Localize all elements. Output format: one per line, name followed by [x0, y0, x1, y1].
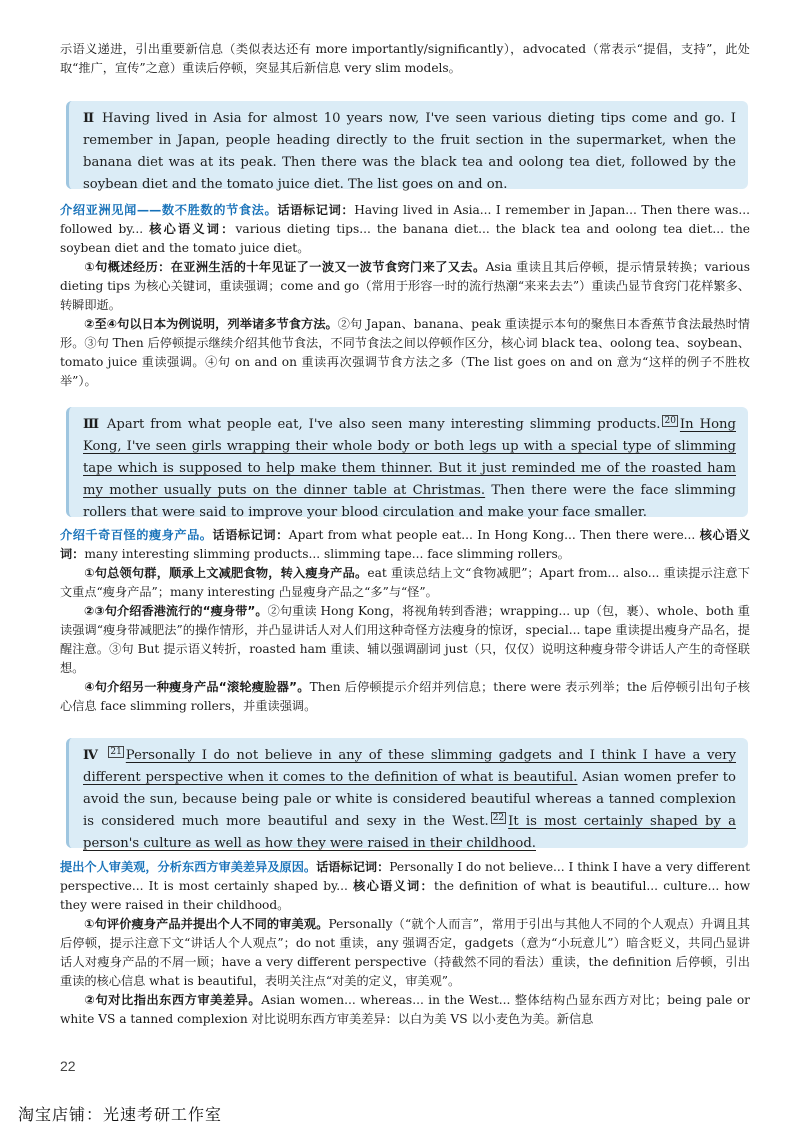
analysis-4: 提出个人审美观，分析东西方审美差异及原因。话语标记词：Personally I do not believe... I think I have a very different perspective... It is most certainly shaped by... 核心语义词：the definition of what is beautiful... culture... how they were raised in their childhood。 ①句评价瘦身产品并提出个人不同的审美观。Personally（“就个人而言”，常用于引出与其他人不同的个人观点）升调且其后停顿，提示注意下文“讲话人个人观点”；do not 重读，any 强调否定，gadgets（意为“小玩意儿”）暗含贬义，共同凸显讲话人对瘦身产品的不屑一顾；have a very different perspective（持截然不同的看法）重读，the definition 后停顿，引出重读的核心信息 what is beautiful，表明关注点“对美的定义，审美观”。 ②句对比指出东西方审美差异。Asian women... whereas... in the West... 整体结构凸显东西方对比；being pale or white VS a tanned complexion 对比说明东西方审美差异：以白为美 VS 以小麦色为美。新信息: [60, 860, 750, 1026]
roman-numeral: Ⅲ: [83, 417, 101, 432]
section-heading: 介绍千奇百怪的瘦身产品。: [60, 528, 213, 542]
passage-text: Having lived in Asia for almost 10 years now, I've seen various dieting tips come and go. I remember in Japan, people heading directly to the fruit section in the supermarket, when the banana diet was at its peak. Then there was the black tea and oolong tea diet, followed by the soybean diet and the tomato juice diet. The list goes on and on.: [83, 111, 736, 192]
passage-paragraph-2: [66, 101, 748, 192]
underlined-text: In Hong Kong, I've seen girls wrapping their whole body or both legs up with a special type of slimming tape which is supposed to help make them thinner. But it just reminded me of the roasted ham my mother usually puts on the dinner table at Christmas.: [83, 417, 736, 498]
underlined-text: It is most certainly shaped by a person's culture as well as how they were raised in their childhood.: [83, 814, 737, 851]
question-marker: 20: [664, 415, 676, 426]
intro-paragraph: 示语义递进，引出重要新信息（类似表达还有 more importantly/significantly），advocated（常表示“提倡，支持”，此处取“推广，宣传”之意）重读后停顿，突显其后新信息 very slim models。: [60, 42, 750, 75]
page-number: 22: [60, 1058, 76, 1074]
analysis-3: 介绍千奇百怪的瘦身产品。话语标记词：Apart from what people eat... In Hong Kong... Then there were... 核心语义词：many interesting slimming products... slimming tape... face slimming rollers。 ①句总领句群，顺承上文减肥食物，转入瘦身产品。eat 重读总结上文“食物减肥”；Apart from... also... 重读提示注意下文重点“瘦身产品”；many interesting 凸显瘦身产品之“多”与“怪”。 ②③句介绍香港流行的“瘦身带”。②句重读 Hong Kong，将视角转到香港；wrapping... up（包，裹）、whole、both 重读强调“瘦身带减肥法”的操作情形，并凸显讲话人对人们用这种奇怪方法瘦身的惊讶，special... tape 重读提出瘦身产品名，提醒注意。③句 But 提示语义转折，roasted ham 重读、辅以强调副词 just（只，仅仅）说明这种瘦身带令讲话人产生的奇怪联想。 ④句介绍另一种瘦身产品“滚轮瘦脸器”。Then 后停顿提示介绍并列信息；there were 表示列举；the 后停顿引出句子核心信息 face slimming rollers，并重读强调。: [60, 528, 751, 713]
passage-paragraph-3: Ⅲ Apart from what people eat, I've also seen many interesting slimming products. $^{20}$ In Hong Kong, I've seen girls wrapping their whole body or both legs up with a special type of slimming tape which is supposed to help make them thinner. But it just reminded me of the roasted ham my mother usually puts on the dinner table at Christmas. Then there were the face slimming rollers that were said to improve your blood circulation and make your face smaller.: [66, 407, 748, 517]
roman-numeral: Ⅱ: [83, 111, 97, 126]
analysis-2: 介绍亚洲见闻——数不胜数的节食法。话语标记词：Having lived in Asia... I remember in Japan... Then there was... followed by... 核心语义词：various dieting tips... the banana diet... the black tea and oolong tea diet... the soybean diet and the tomato juice diet。 ①句概述经历：在亚洲生活的十年见证了一波又一波节食窍门来了又去。Asia 重读且其后停顿，提示情景转换；various dieting tips 为核心关键词，重读强调；come and go（常用于形容一时的流行热潮“来来去去”）重读凸显节食窍门花样繁多、转瞬即逝。 ②至④句以日本为例说明，列举诸多节食方法。②句 Japan、banana、peak 重读提示本句的聚焦日本香蕉节食法最热时情形。③句 Then 后停顿提示继续介绍其他节食法，不同节食法之间以停顿作区分，核心词 black tea、oolong tea、soybean、tomato juice 重读强调。④句 on and on 重读再次强调节食方法之多（The list goes on and on 意为“这样的例子不胜枚举”）。: [60, 203, 751, 388]
section-heading: 提出个人审美观，分析东西方审美差异及原因。: [60, 860, 317, 874]
question-marker: 22: [492, 812, 505, 823]
question-marker: 21: [110, 746, 122, 757]
underlined-text: Personally I do not believe in any of these slimming gadgets and I think I have a very different perspective when it comes to the definition of what is beautiful.: [83, 748, 736, 785]
roman-numeral: Ⅳ: [83, 748, 101, 763]
section-heading: 介绍亚洲见闻——数不胜数的节食法。: [60, 203, 278, 217]
shop-footer: 淘宝店铺：光速考研工作室: [18, 1105, 223, 1124]
passage-paragraph-4: Ⅳ $^{21}$ Personally I do not believe in any of these slimming gadgets and I think I have a very different perspective when it comes to the definition of what is beautiful. Asian women prefer to avoid the sun, because being pale or white is considered beautiful whereas a tanned complexion is considered much more beautiful and sexy in the West. $^{22}$ It is most certainly shaped by a person's culture as well as how they were raised in their childhood.: [66, 738, 748, 848]
